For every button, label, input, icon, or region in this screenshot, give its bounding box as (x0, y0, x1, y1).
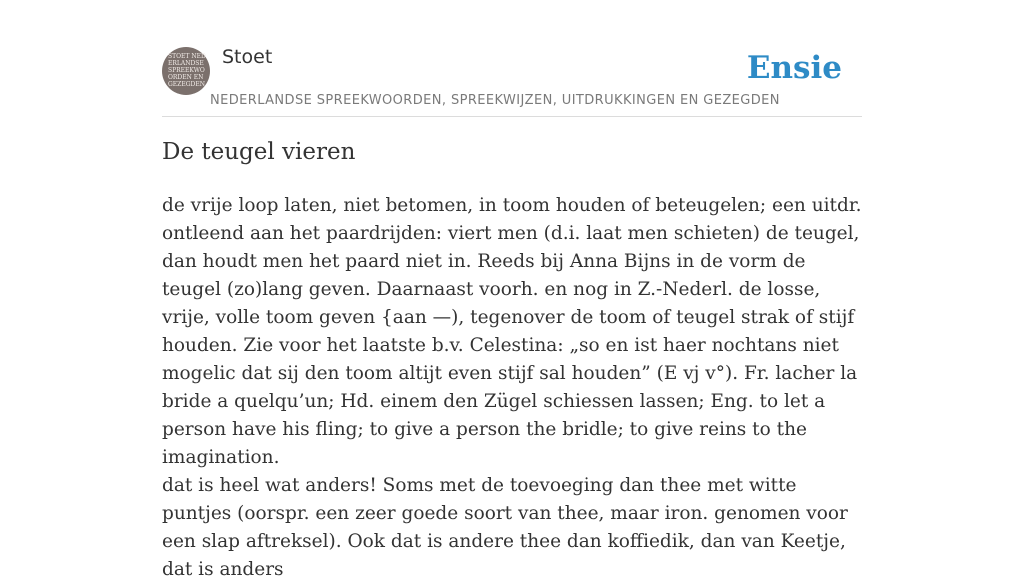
entry-paragraph: de vrije loop laten, niet betomen, in toom houden of beteugelen; een uitdr. ontleend aan het paardrijden: viert men (d.i. laat men schieten) de teugel, dan houdt men het paard niet in. Reeds bij Anna Bijns in de vorm de teugel (zo)lang geven. Daarnaast voorh. en nog in Z.-Nederl. de losse, vrije, volle toom geven {aan —), tegenover de toom of teugel strak of stijf houden. Zie voor het laatste b.v. Celestina: „so en ist haer nochtans niet mogelic dat sij den toom altijt even stijf sal houden” (E vj v°). Fr. lacher la bride a quelqu’un; Hd. einem den Zügel schiessen lassen; Eng. to let a person have his fling; to give a person the bridle; to give reins to the imagination. (162, 195, 862, 468)
source-subtitle: NEDERLANDSE SPREEKWOORDEN, SPREEKWIJZEN, UITDRUKKINGEN EN GEZEGDEN (210, 93, 780, 108)
ensie-logo-link[interactable]: Ensie (746, 50, 842, 86)
avatar-cover-text: STOET NEDERLANDSE SPREEKWOORDEN EN GEZEGDEN (168, 53, 206, 88)
source-name[interactable]: Stoet (222, 46, 273, 68)
source-header (162, 40, 862, 117)
entry-title: De teugel vieren (162, 139, 356, 165)
entry-body (162, 192, 862, 584)
source-avatar[interactable] (162, 47, 210, 95)
entry-paragraph: dat is heel wat anders! Soms met de toevoeging dan thee met witte puntjes (oorspr. een zeer goede soort van thee, maar iron. genomen voor een slap aftreksel). Ook dat is andere thee dan koffiedik, dan van Keetje, dat is anders (162, 475, 848, 580)
